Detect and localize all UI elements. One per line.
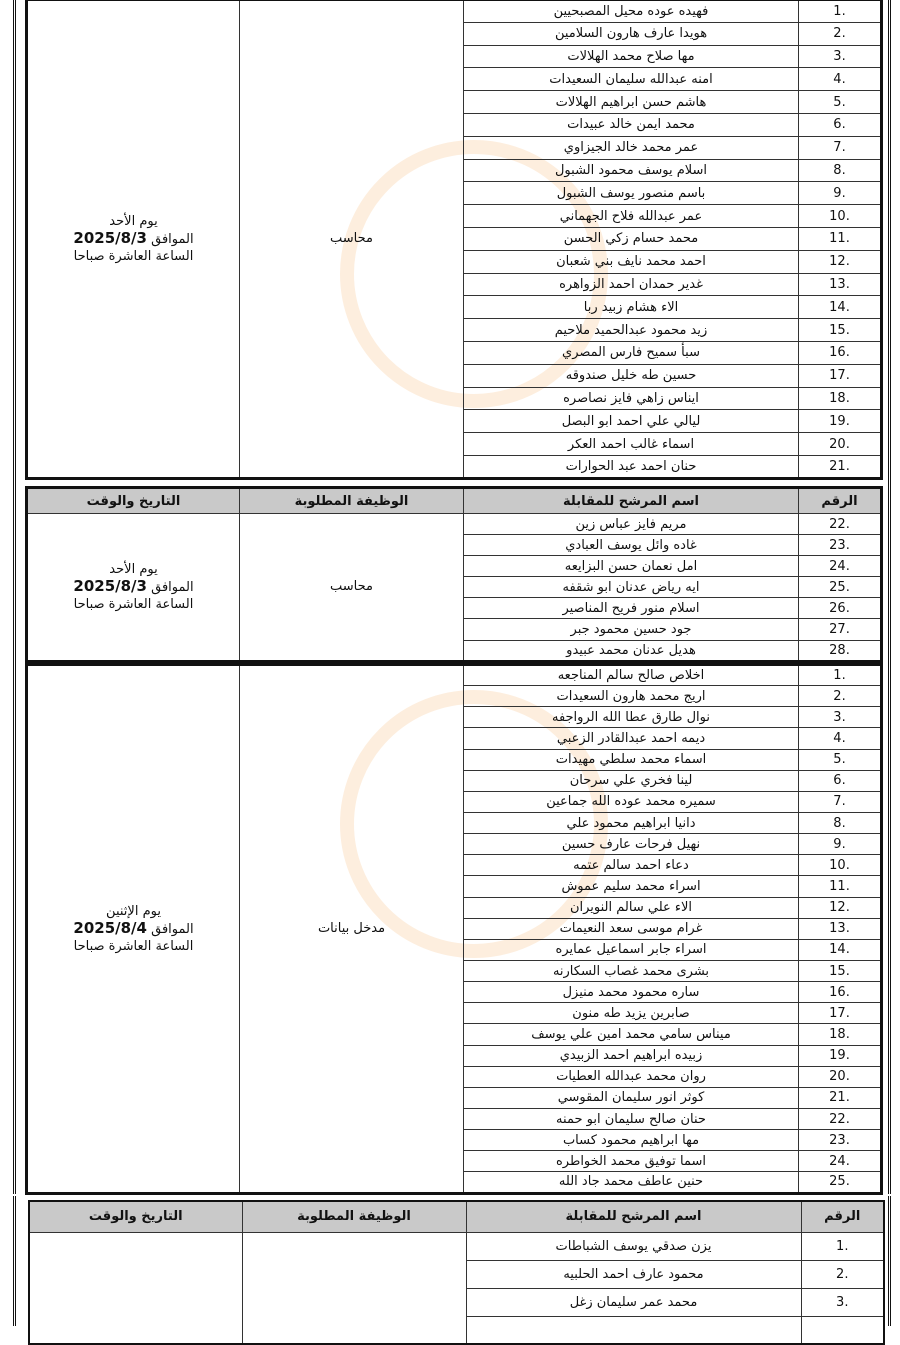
candidate-name: هديل عدنان محمد عبيدو bbox=[464, 640, 799, 661]
header-number: الرقم bbox=[801, 1201, 884, 1232]
candidate-name: حنين عاطف محمد جاد الله bbox=[464, 1172, 799, 1193]
header-date-time: التاريخ والوقت bbox=[29, 1201, 242, 1232]
candidate-name: ديمه احمد عبدالقادر الزعبي bbox=[464, 728, 799, 749]
candidate-name: محمود عارف احمد الحلبيه bbox=[466, 1260, 801, 1288]
row-number: 25. bbox=[799, 1172, 882, 1193]
candidate-name: الاء علي سالم النويران bbox=[464, 897, 799, 918]
date-value: 2025/8/3 bbox=[73, 228, 147, 247]
row-number: 28. bbox=[799, 640, 882, 661]
row-number: 17. bbox=[799, 1003, 882, 1024]
row-number: 22. bbox=[799, 514, 882, 535]
candidate-name: زبيده ابراهيم احمد الزبيدي bbox=[464, 1045, 799, 1066]
candidate-name: اسلام منور فريح المناصير bbox=[464, 598, 799, 619]
interview-date-time bbox=[29, 1232, 242, 1344]
header-job: الوظيفة المطلوبة bbox=[240, 488, 464, 514]
row-number: 15. bbox=[799, 319, 882, 342]
row-number: 12. bbox=[799, 897, 882, 918]
header-number: الرقم bbox=[799, 488, 882, 514]
candidate-name: اسماء غالب احمد العكر bbox=[464, 433, 799, 456]
candidate-name: فهيده عوده محيل المصبحيين bbox=[464, 0, 799, 22]
candidate-name: اسراء محمد سليم عموش bbox=[464, 876, 799, 897]
row-number: 24. bbox=[799, 556, 882, 577]
interview-date-time bbox=[27, 665, 240, 1194]
header-job: الوظيفة المطلوبة bbox=[242, 1201, 466, 1232]
candidate-name: هاشم حسن ابراهيم الهلالات bbox=[464, 91, 799, 114]
day: يوم الأحد bbox=[109, 213, 158, 229]
candidate-name: دعاء احمد سالم عتمه bbox=[464, 855, 799, 876]
candidate-name: ايه رياض عدنان ابو شقفه bbox=[464, 577, 799, 598]
candidate-name: محمد ايمن خالد عبيدات bbox=[464, 113, 799, 136]
row-number: 25. bbox=[799, 577, 882, 598]
candidate-name: ميناس سامي محمد امين علي يوسف bbox=[464, 1024, 799, 1045]
row-number: 14. bbox=[799, 939, 882, 960]
row-number: 17. bbox=[799, 364, 882, 387]
date-line bbox=[28, 578, 239, 596]
candidate-name: مها صلاح محمد الهلالات bbox=[464, 45, 799, 68]
time: الساعة العاشرة صباحا bbox=[73, 248, 194, 264]
row-number: 20. bbox=[799, 1066, 882, 1087]
job-title bbox=[242, 1232, 466, 1344]
row-number: 10. bbox=[799, 855, 882, 876]
candidate-name: احمد محمد نايف بني شعبان bbox=[464, 250, 799, 273]
row-number: 23. bbox=[799, 1130, 882, 1151]
table-row bbox=[27, 514, 882, 535]
date-label: الموافق bbox=[151, 579, 194, 595]
row-number: 10. bbox=[799, 205, 882, 228]
candidate-name: امنه عبدالله سليمان السعيدات bbox=[464, 68, 799, 91]
row-number: 19. bbox=[799, 410, 882, 433]
header-candidate-name: اسم المرشح للمقابلة bbox=[466, 1201, 801, 1232]
row-number: 2. bbox=[801, 1260, 884, 1288]
interview-table-section-4 bbox=[28, 1200, 885, 1345]
candidate-name: ليالي علي احمد ابو البصل bbox=[464, 410, 799, 433]
row-number: 3. bbox=[799, 45, 882, 68]
candidate-name: يزن صدقي يوسف الشباطات bbox=[466, 1232, 801, 1260]
candidate-name: لينا فخري علي سرحان bbox=[464, 770, 799, 791]
candidate-name: روان محمد عبدالله العطيات bbox=[464, 1066, 799, 1087]
interview-table-section-2 bbox=[25, 486, 883, 663]
candidate-name: اسراء جابر اسماعيل عمايره bbox=[464, 939, 799, 960]
candidate-name: اسلام يوسف محمود الشبول bbox=[464, 159, 799, 182]
candidate-name: زيد محمود عبدالحميد ملاحيم bbox=[464, 319, 799, 342]
row-number: 22. bbox=[799, 1108, 882, 1129]
candidate-name: صابرين يزيد طه منون bbox=[464, 1003, 799, 1024]
row-number: 7. bbox=[799, 791, 882, 812]
candidate-name: هويدا عارف هارون السلامين bbox=[464, 22, 799, 45]
row-number: 13. bbox=[799, 918, 882, 939]
row-number: 7. bbox=[799, 136, 882, 159]
candidate-name: باسم منصور يوسف الشبول bbox=[464, 182, 799, 205]
candidate-name: غاده وائل يوسف العبادي bbox=[464, 535, 799, 556]
row-number: 18. bbox=[799, 387, 882, 410]
candidate-name: حسين طه خليل صندوقه bbox=[464, 364, 799, 387]
row-number: 8. bbox=[799, 812, 882, 833]
row-number: 6. bbox=[799, 113, 882, 136]
table-header-row bbox=[27, 488, 882, 514]
candidate-name: غرام موسى سعد النعيمات bbox=[464, 918, 799, 939]
row-number: 5. bbox=[799, 91, 882, 114]
row-number: 4. bbox=[799, 68, 882, 91]
candidate-name: محمد عمر سليمان زغل bbox=[466, 1288, 801, 1316]
interview-date-time bbox=[27, 0, 240, 478]
date-label: الموافق bbox=[151, 231, 194, 247]
table-row bbox=[27, 665, 882, 686]
row-number: 23. bbox=[799, 535, 882, 556]
row-number: 24. bbox=[799, 1151, 882, 1172]
candidate-name: نوال طارق عطا الله الرواجفه bbox=[464, 707, 799, 728]
date-value: 2025/8/3 bbox=[73, 576, 147, 595]
row-number: 9. bbox=[799, 834, 882, 855]
candidate-name: اخلاص صالح سالم المناجعه bbox=[464, 665, 799, 686]
row-number: 21. bbox=[799, 1087, 882, 1108]
job-title: محاسب bbox=[240, 0, 464, 478]
candidate-name: جود حسين محمود جبر bbox=[464, 619, 799, 640]
candidate-name: سبأ سميح فارس المصري bbox=[464, 341, 799, 364]
row-number: 1. bbox=[799, 665, 882, 686]
row-number: 13. bbox=[799, 273, 882, 296]
candidate-name: بشرى محمد غصاب السكارنه bbox=[464, 960, 799, 981]
row-number bbox=[801, 1316, 884, 1344]
row-number: 15. bbox=[799, 960, 882, 981]
row-number: 4. bbox=[799, 728, 882, 749]
day: يوم الأحد bbox=[109, 561, 158, 577]
row-number: 19. bbox=[799, 1045, 882, 1066]
header-date-time: التاريخ والوقت bbox=[27, 488, 240, 514]
row-number: 9. bbox=[799, 182, 882, 205]
interview-table-section-3 bbox=[25, 663, 883, 1195]
interview-table-section-1 bbox=[25, 0, 883, 480]
row-number: 12. bbox=[799, 250, 882, 273]
time: الساعة العاشرة صباحا bbox=[73, 938, 194, 954]
job-title: محاسب bbox=[240, 514, 464, 662]
candidate-name: دانيا ابراهيم محمود علي bbox=[464, 812, 799, 833]
job-title: مدخل بيانات bbox=[240, 665, 464, 1194]
candidate-name: كوثر انور سليمان المقوسي bbox=[464, 1087, 799, 1108]
candidate-name: غدير حمدان احمد الزواهره bbox=[464, 273, 799, 296]
date-value: 2025/8/4 bbox=[73, 918, 147, 937]
date-line bbox=[28, 920, 239, 938]
row-number: 2. bbox=[799, 686, 882, 707]
candidate-name: ايناس زاهي فايز نصاصره bbox=[464, 387, 799, 410]
candidate-name: عمر عبدالله فلاح الجهماني bbox=[464, 205, 799, 228]
row-number: 6. bbox=[799, 770, 882, 791]
candidate-name: امل نعمان حسن البزايعه bbox=[464, 556, 799, 577]
row-number: 3. bbox=[801, 1288, 884, 1316]
date-line bbox=[28, 230, 239, 248]
candidate-name: حنان احمد عبد الحوارات bbox=[464, 455, 799, 478]
candidate-name: مريم فايز عباس زين bbox=[464, 514, 799, 535]
row-number: 20. bbox=[799, 433, 882, 456]
row-number: 1. bbox=[801, 1232, 884, 1260]
table-row bbox=[27, 0, 882, 22]
time: الساعة العاشرة صباحا bbox=[73, 596, 194, 612]
candidate-name: نهيل فرحات عارف حسين bbox=[464, 834, 799, 855]
row-number: 14. bbox=[799, 296, 882, 319]
candidate-name: ساره محمود محمد منيزل bbox=[464, 982, 799, 1003]
row-number: 1. bbox=[799, 0, 882, 22]
row-number: 26. bbox=[799, 598, 882, 619]
interview-date-time bbox=[27, 514, 240, 662]
table-header-row bbox=[29, 1201, 884, 1232]
row-number: 8. bbox=[799, 159, 882, 182]
candidate-name: محمد حسام زكي الحسن bbox=[464, 227, 799, 250]
candidate-name bbox=[466, 1316, 801, 1344]
candidate-name: اسما توفيق محمد الخواطره bbox=[464, 1151, 799, 1172]
row-number: 3. bbox=[799, 707, 882, 728]
header-candidate-name: اسم المرشح للمقابلة bbox=[464, 488, 799, 514]
candidate-name: عمر محمد خالد الجيزاوي bbox=[464, 136, 799, 159]
row-number: 11. bbox=[799, 876, 882, 897]
date-label: الموافق bbox=[151, 921, 194, 937]
candidate-name: اسماء محمد سلطي مهيدات bbox=[464, 749, 799, 770]
candidate-name: سميره محمد عوده الله جماعين bbox=[464, 791, 799, 812]
row-number: 16. bbox=[799, 341, 882, 364]
candidate-name: الاء هشام زبيد ربا bbox=[464, 296, 799, 319]
row-number: 5. bbox=[799, 749, 882, 770]
candidate-name: حنان صالح سليمان ابو حمنه bbox=[464, 1108, 799, 1129]
candidate-name: مها ابراهيم محمود كساب bbox=[464, 1130, 799, 1151]
row-number: 16. bbox=[799, 982, 882, 1003]
row-number: 21. bbox=[799, 455, 882, 478]
row-number: 18. bbox=[799, 1024, 882, 1045]
table-row bbox=[29, 1232, 884, 1260]
row-number: 11. bbox=[799, 227, 882, 250]
day: يوم الإثنين bbox=[106, 903, 161, 919]
row-number: 27. bbox=[799, 619, 882, 640]
candidate-name: اريج محمد هارون السعيدات bbox=[464, 686, 799, 707]
row-number: 2. bbox=[799, 22, 882, 45]
